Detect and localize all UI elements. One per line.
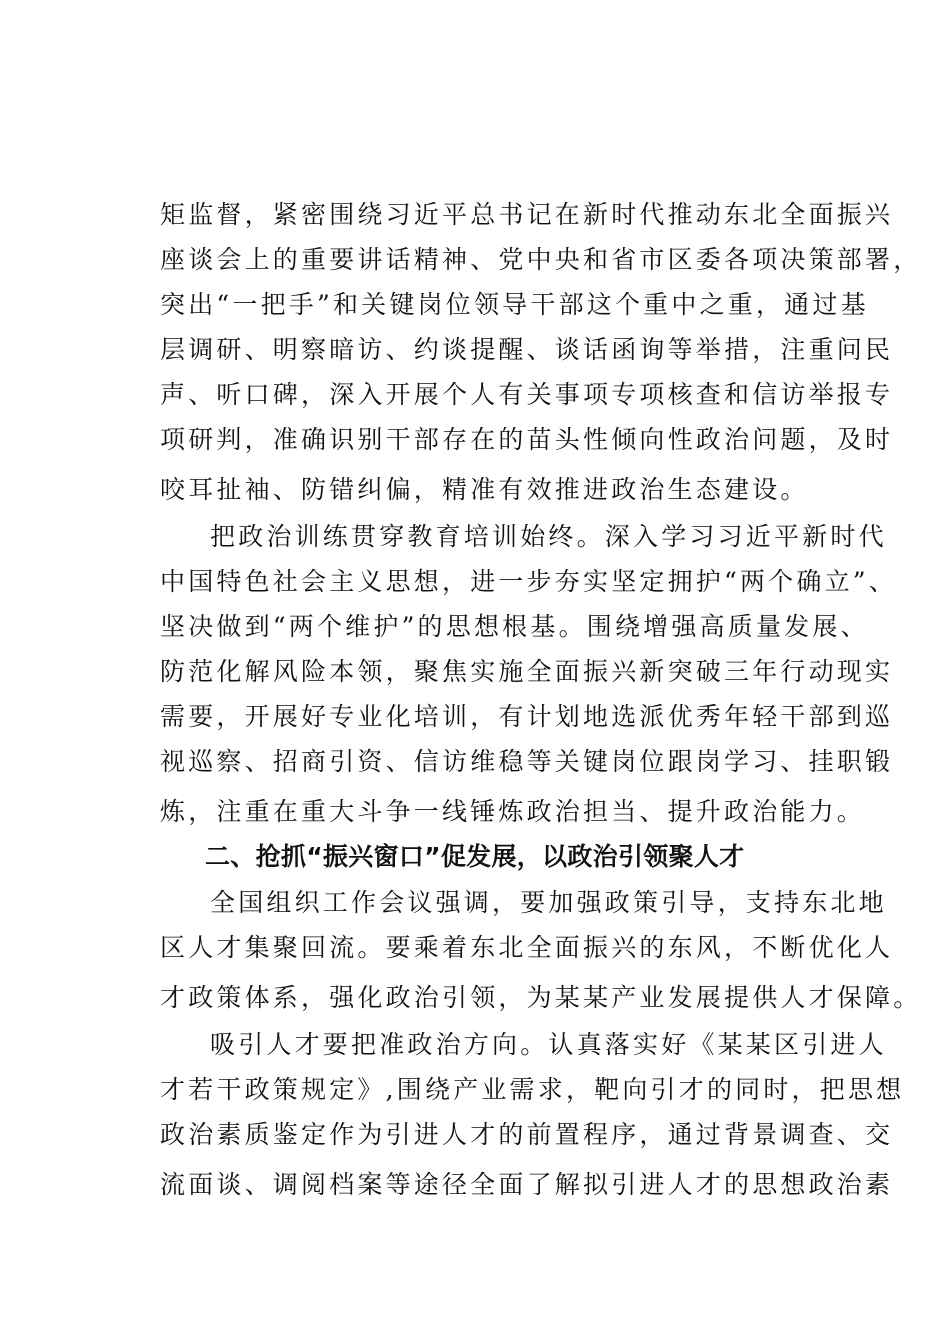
text-line: 座谈会上的重要讲话精神、党中央和省市区委各项决策部署， bbox=[160, 245, 922, 274]
paragraph-first-line: 把政治训练贯穿教育培训始终。深入学习习近平新时代 bbox=[210, 522, 887, 551]
text-line: 突出“一把手”和关键岗位领导干部这个重中之重，通过基 bbox=[160, 290, 869, 319]
text-line: 矩监督，紧密围绕习近平总书记在新时代推动东北全面振兴 bbox=[160, 200, 894, 229]
text-line: 项研判，准确识别干部存在的苗头性倾向性政治问题，及时 bbox=[160, 425, 894, 454]
text-line: 流面谈、调阅档案等途径全面了解拟引进人才的思想政治素 bbox=[160, 1170, 894, 1199]
text-line: 层调研、明察暗访、约谈提醒、谈话函询等举措，注重问民 bbox=[160, 335, 894, 364]
text-line: 才政策体系，强化政治引领，为某某产业发展提供人才保障。 bbox=[160, 983, 922, 1012]
text-line: 才若干政策规定》,围绕产业需求，靶向引才的同时，把思想 bbox=[160, 1075, 905, 1104]
text-line: 防范化解风险本领，聚焦实施全面振兴新突破三年行动现实 bbox=[160, 657, 894, 686]
text-line: 视巡察、招商引资、信访维稳等关键岗位跟岗学习、挂职锻 bbox=[160, 747, 894, 776]
paragraph-first-line: 全国组织工作会议强调，要加强政策引导，支持东北地 bbox=[210, 888, 887, 917]
text-line: 声、听口碑，深入开展个人有关事项专项核查和信访举报专 bbox=[160, 380, 894, 409]
text-line: 政治素质鉴定作为引进人才的前置程序，通过背景调查、交 bbox=[160, 1120, 894, 1149]
text-line: 坚决做到“两个维护”的思想根基。围绕增强高质量发展、 bbox=[160, 612, 869, 641]
text-line: 区人才集聚回流。要乘着东北全面振兴的东风，不断优化人 bbox=[160, 933, 894, 962]
paragraph-first-line: 吸引人才要把准政治方向。认真落实好《某某区引进人 bbox=[210, 1030, 887, 1059]
text-line: 炼，注重在重大斗争一线锤炼政治担当、提升政治能力。 bbox=[160, 797, 866, 826]
text-line: 咬耳扯袖、防错纠偏，精准有效推进政治生态建设。 bbox=[160, 475, 809, 504]
text-line: 中国特色社会主义思想，进一步夯实坚定拥护“两个确立”、 bbox=[160, 567, 897, 596]
text-line: 需要，开展好专业化培训，有计划地选派优秀年轻干部到巡 bbox=[160, 702, 894, 731]
section-heading: 二、抢抓“振兴窗口”促发展，以政治引领聚人才 bbox=[205, 842, 745, 871]
